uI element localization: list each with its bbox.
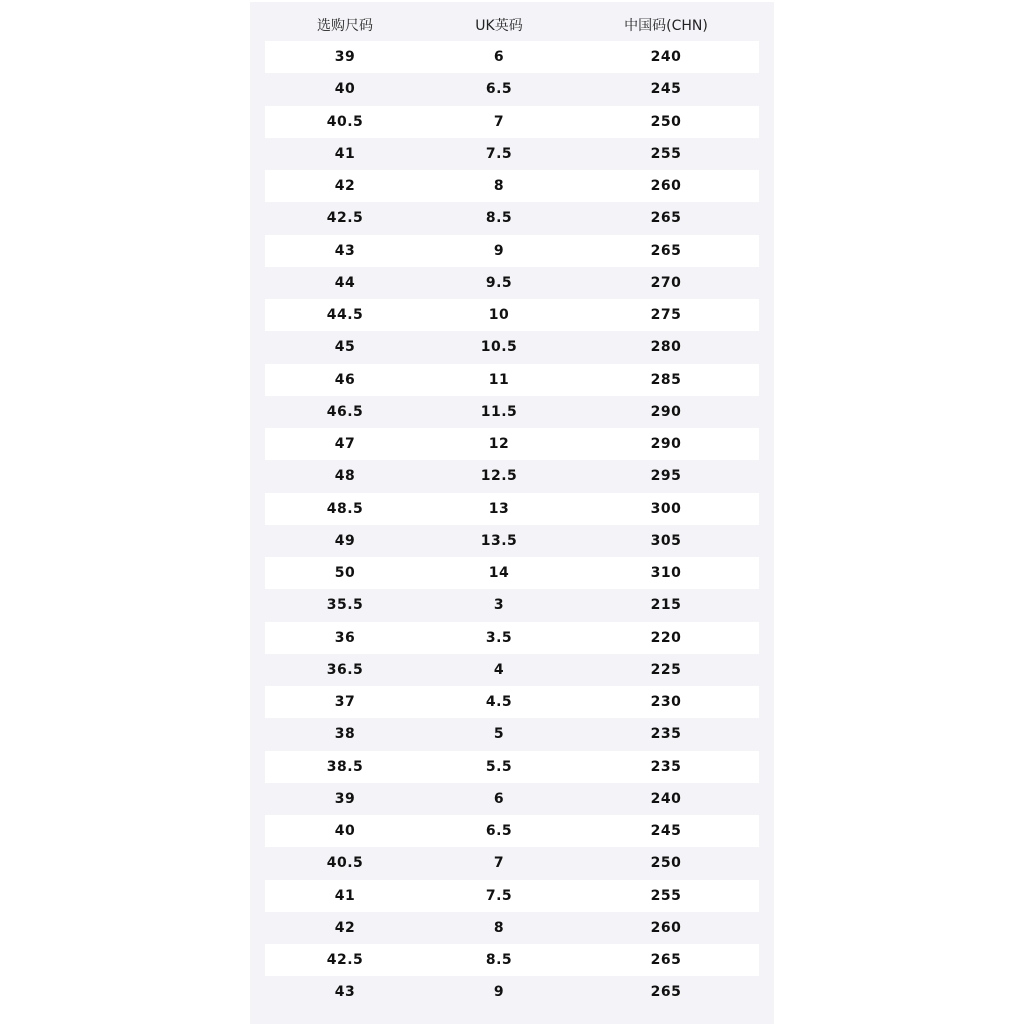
table-row bbox=[265, 686, 759, 718]
cell-uk-size: 8 bbox=[493, 919, 505, 936]
table-row bbox=[265, 589, 759, 621]
table-row bbox=[265, 138, 759, 170]
cell-purchase-size: 46.5 bbox=[326, 403, 364, 420]
table-row bbox=[265, 460, 759, 492]
cell-chn-size: 265 bbox=[650, 952, 682, 969]
table-row bbox=[265, 525, 759, 557]
cell-uk-size: 7.5 bbox=[485, 887, 513, 904]
cell-purchase-size: 40 bbox=[334, 823, 356, 840]
cell-chn-size: 290 bbox=[650, 436, 682, 453]
cell-chn-size: 240 bbox=[650, 790, 682, 807]
cell-purchase-size: 40.5 bbox=[326, 855, 364, 872]
cell-purchase-size: 43 bbox=[334, 242, 356, 259]
cell-chn-size: 280 bbox=[650, 339, 682, 356]
cell-purchase-size: 44.5 bbox=[326, 307, 364, 324]
cell-chn-size: 225 bbox=[650, 661, 682, 678]
cell-chn-size: 265 bbox=[650, 242, 682, 259]
cell-uk-size: 8.5 bbox=[485, 210, 513, 227]
table-row bbox=[265, 106, 759, 138]
cell-chn-size: 260 bbox=[650, 178, 682, 195]
cell-chn-size: 235 bbox=[650, 758, 682, 775]
table-row bbox=[265, 880, 759, 912]
cell-uk-size: 9.5 bbox=[485, 274, 513, 291]
cell-chn-size: 265 bbox=[650, 984, 682, 1001]
cell-chn-size: 235 bbox=[650, 726, 682, 743]
cell-chn-size: 250 bbox=[650, 113, 682, 130]
cell-purchase-size: 41 bbox=[334, 145, 356, 162]
cell-uk-size: 4.5 bbox=[485, 694, 513, 711]
table-row bbox=[265, 331, 759, 363]
table-row bbox=[265, 912, 759, 944]
cell-purchase-size: 38.5 bbox=[326, 758, 364, 775]
cell-uk-size: 6.5 bbox=[485, 81, 513, 98]
cell-purchase-size: 43 bbox=[334, 984, 356, 1001]
table-row bbox=[265, 944, 759, 976]
cell-chn-size: 295 bbox=[650, 468, 682, 485]
cell-purchase-size: 42 bbox=[334, 919, 356, 936]
cell-uk-size: 13.5 bbox=[480, 532, 518, 549]
cell-chn-size: 260 bbox=[650, 919, 682, 936]
table-row bbox=[265, 622, 759, 654]
cell-purchase-size: 48 bbox=[334, 468, 356, 485]
cell-chn-size: 285 bbox=[650, 371, 682, 388]
cell-purchase-size: 50 bbox=[334, 565, 356, 582]
table-row bbox=[265, 557, 759, 589]
table-row bbox=[265, 396, 759, 428]
cell-chn-size: 220 bbox=[650, 629, 682, 646]
cell-purchase-size: 38 bbox=[334, 726, 356, 743]
header-chn-size: 中国码(CHN) bbox=[624, 17, 708, 34]
size-chart-panel bbox=[250, 2, 774, 1024]
table-row bbox=[265, 170, 759, 202]
table-row bbox=[265, 428, 759, 460]
table-row bbox=[265, 493, 759, 525]
cell-chn-size: 255 bbox=[650, 887, 682, 904]
cell-uk-size: 12.5 bbox=[480, 468, 518, 485]
cell-uk-size: 7.5 bbox=[485, 145, 513, 162]
cell-purchase-size: 48.5 bbox=[326, 500, 364, 517]
header-uk-size: UK英码 bbox=[475, 17, 523, 34]
table-row bbox=[265, 267, 759, 299]
cell-uk-size: 4 bbox=[493, 661, 505, 678]
cell-chn-size: 290 bbox=[650, 403, 682, 420]
table-row bbox=[265, 783, 759, 815]
cell-uk-size: 7 bbox=[493, 113, 505, 130]
cell-uk-size: 6.5 bbox=[485, 823, 513, 840]
table-row bbox=[265, 976, 759, 1008]
cell-purchase-size: 45 bbox=[334, 339, 356, 356]
cell-purchase-size: 42.5 bbox=[326, 952, 364, 969]
cell-purchase-size: 39 bbox=[334, 49, 356, 66]
cell-chn-size: 310 bbox=[650, 565, 682, 582]
cell-purchase-size: 37 bbox=[334, 694, 356, 711]
cell-purchase-size: 36.5 bbox=[326, 661, 364, 678]
cell-uk-size: 8.5 bbox=[485, 952, 513, 969]
cell-purchase-size: 35.5 bbox=[326, 597, 364, 614]
cell-purchase-size: 44 bbox=[334, 274, 356, 291]
cell-chn-size: 245 bbox=[650, 81, 682, 98]
cell-uk-size: 13 bbox=[488, 500, 510, 517]
cell-chn-size: 245 bbox=[650, 823, 682, 840]
table-row bbox=[265, 751, 759, 783]
cell-chn-size: 275 bbox=[650, 307, 682, 324]
cell-uk-size: 14 bbox=[488, 565, 510, 582]
cell-chn-size: 270 bbox=[650, 274, 682, 291]
cell-purchase-size: 39 bbox=[334, 790, 356, 807]
cell-uk-size: 10.5 bbox=[480, 339, 518, 356]
cell-uk-size: 3 bbox=[493, 597, 505, 614]
cell-purchase-size: 40.5 bbox=[326, 113, 364, 130]
cell-uk-size: 6 bbox=[493, 49, 505, 66]
cell-uk-size: 10 bbox=[488, 307, 510, 324]
table-row bbox=[265, 364, 759, 396]
table-row bbox=[265, 299, 759, 331]
header-purchase-size: 选购尺码 bbox=[317, 17, 373, 34]
cell-chn-size: 250 bbox=[650, 855, 682, 872]
table-row bbox=[265, 41, 759, 73]
cell-uk-size: 6 bbox=[493, 790, 505, 807]
cell-purchase-size: 46 bbox=[334, 371, 356, 388]
table-row bbox=[265, 815, 759, 847]
cell-chn-size: 240 bbox=[650, 49, 682, 66]
cell-chn-size: 265 bbox=[650, 210, 682, 227]
cell-purchase-size: 41 bbox=[334, 887, 356, 904]
cell-uk-size: 9 bbox=[493, 984, 505, 1001]
cell-chn-size: 255 bbox=[650, 145, 682, 162]
cell-uk-size: 12 bbox=[488, 436, 510, 453]
cell-purchase-size: 49 bbox=[334, 532, 356, 549]
cell-uk-size: 11.5 bbox=[480, 403, 518, 420]
table-row bbox=[265, 235, 759, 267]
cell-purchase-size: 42.5 bbox=[326, 210, 364, 227]
cell-chn-size: 215 bbox=[650, 597, 682, 614]
cell-purchase-size: 42 bbox=[334, 178, 356, 195]
cell-uk-size: 3.5 bbox=[485, 629, 513, 646]
cell-purchase-size: 47 bbox=[334, 436, 356, 453]
cell-uk-size: 9 bbox=[493, 242, 505, 259]
cell-chn-size: 300 bbox=[650, 500, 682, 517]
cell-purchase-size: 36 bbox=[334, 629, 356, 646]
cell-purchase-size: 40 bbox=[334, 81, 356, 98]
cell-uk-size: 5 bbox=[493, 726, 505, 743]
table-row bbox=[265, 718, 759, 750]
table-row bbox=[265, 654, 759, 686]
cell-uk-size: 11 bbox=[488, 371, 510, 388]
table-header bbox=[265, 2, 759, 43]
table-row bbox=[265, 202, 759, 234]
cell-chn-size: 230 bbox=[650, 694, 682, 711]
size-table-body bbox=[265, 41, 759, 1009]
table-row bbox=[265, 73, 759, 105]
table-row bbox=[265, 847, 759, 879]
cell-uk-size: 8 bbox=[493, 178, 505, 195]
cell-uk-size: 5.5 bbox=[485, 758, 513, 775]
cell-chn-size: 305 bbox=[650, 532, 682, 549]
cell-uk-size: 7 bbox=[493, 855, 505, 872]
